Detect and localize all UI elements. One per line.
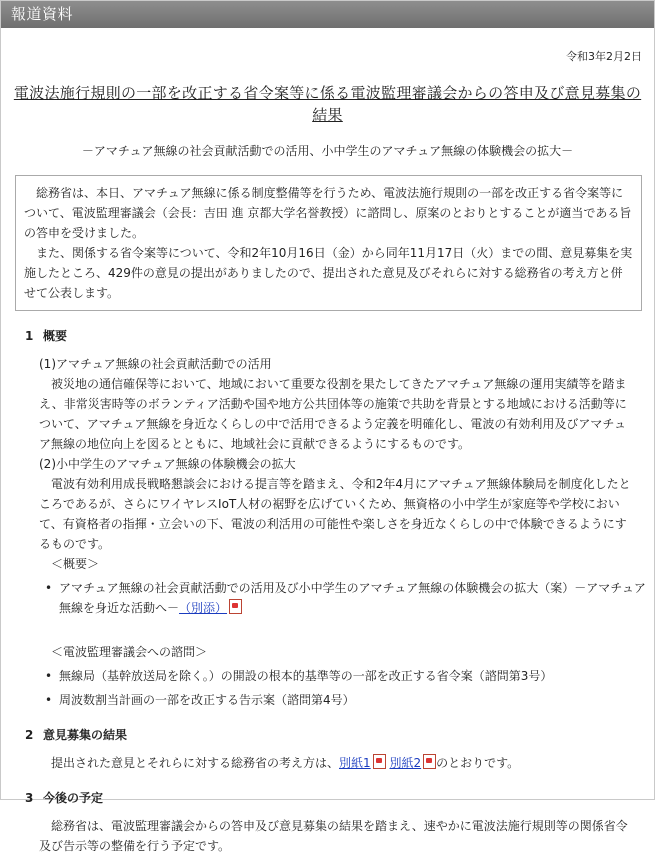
section-title: 概要 bbox=[43, 329, 68, 343]
inquiry-item-1: 無線局（基幹放送局を除く。）の開設の根本的基準等の一部を改正する省令案（諮問第3号） bbox=[59, 669, 553, 683]
section-2-body bbox=[39, 753, 634, 773]
section-number: 2 bbox=[25, 728, 34, 742]
outline-item-text: アマチュア無線の社会貢献活動での活用及び小中学生のアマチュア無線の体験機会の拡大（案）－アマチュア無線を身近な活動へ－ bbox=[59, 581, 646, 615]
summary-paragraph-1: 総務省は、本日、アマチュア無線に係る制度整備等を行うため、電波法施行規則の一部を改正する省令案等について、電波監理審議会（会長：吉田 進 京都大学名誉教授）に諮問し、原案のとおりとすることが適当である旨の答申を受けました。 bbox=[24, 186, 632, 240]
section-1-heading bbox=[25, 327, 654, 344]
section-3-heading bbox=[25, 789, 654, 806]
release-date: 令和3年2月2日 bbox=[566, 50, 642, 63]
list-item bbox=[45, 578, 654, 618]
list-item bbox=[45, 666, 654, 686]
section-title: 意見募集の結果 bbox=[43, 728, 128, 742]
results-paragraph bbox=[39, 753, 634, 773]
outline-list bbox=[45, 578, 654, 618]
attachment-2-link[interactable]: 別紙2 bbox=[389, 756, 422, 770]
section-title: 今後の予定 bbox=[43, 791, 104, 805]
inquiry-item-2: 周波数割当計画の一部を改正する告示案（諮問第4号） bbox=[59, 693, 355, 707]
section-2-heading bbox=[25, 726, 654, 743]
page-title: 電波法施行規則の一部を改正する省令案等に係る電波監理審議会からの答申及び意見募集の結果 bbox=[13, 84, 642, 124]
results-text-pre: 提出された意見とそれらに対する総務省の考え方は、 bbox=[51, 756, 340, 770]
section-1-body bbox=[39, 354, 634, 574]
pdf-icon[interactable] bbox=[229, 599, 242, 614]
list-item bbox=[45, 690, 654, 710]
inquiry-list bbox=[45, 666, 654, 710]
header-title: 報道資料 bbox=[11, 5, 74, 23]
section-number: 3 bbox=[25, 791, 34, 805]
outline-label: ＜概要＞ bbox=[51, 557, 100, 571]
attachment-1-link[interactable]: 別紙1 bbox=[339, 756, 371, 770]
subsection-1-body: 被災地の通信確保等において、地域において重要な役割を果たしてきたアマチュア無線の運用実績等を踏まえ、非常災害時等のボランティア活動や国や地方公共団体等の施策で共助を背景とする地域における活動等について、アマチュア無線を身近なくらしの中で活用できるよう定義を明確化し、電波の有効利用及びアマチュア無線の地位向上を図るとともに、地域社会に貢献できるようにするものです。 bbox=[39, 377, 627, 451]
pdf-icon[interactable] bbox=[373, 754, 386, 769]
section-3-body bbox=[39, 816, 634, 856]
page-subtitle: －アマチュア無線の社会貢献活動での活用、小中学生のアマチュア無線の体験機会の拡大－ bbox=[81, 144, 574, 158]
subsection-2-body: 電波有効利用成長戦略懇談会における提言等を踏まえ、令和2年4月にアマチュア無線体験局を制度化したところであるが、さらにワイヤレスIoT人材の裾野を広げていくため、無資格の小中学生が家庭等や学校において、有資格者の指揮・立会いの下、電波の利活用の可能性や楽しさを身近なくらしの中で体験できるようにするものです。 bbox=[39, 477, 631, 551]
schedule-paragraph: 総務省は、電波監理審議会からの答申及び意見募集の結果を踏まえ、速やかに電波法施行規則等の関係省令及び告示等の整備を行う予定です。 bbox=[39, 819, 628, 853]
inquiry-label: ＜電波監理審議会への諮問＞ bbox=[51, 645, 208, 659]
section-number: 1 bbox=[25, 329, 34, 343]
subsection-1-title: (1)アマチュア無線の社会貢献活動での活用 bbox=[39, 357, 272, 371]
results-text-post: のとおりです。 bbox=[436, 756, 520, 770]
summary-box bbox=[15, 175, 642, 311]
subsection-2-title: (2)小中学生のアマチュア無線の体験機会の拡大 bbox=[39, 457, 296, 471]
attachment-link[interactable]: （別添） bbox=[179, 601, 228, 615]
inquiry-block bbox=[39, 642, 634, 662]
summary-paragraph-2: また、関係する省令案等について、令和2年10月16日（金）から同年11月17日（火）までの間、意見募集を実施したところ、429件の意見の提出がありましたので、提出された意見及びそれらに対する総務省の考え方と併せて公表します。 bbox=[24, 246, 633, 300]
pdf-icon[interactable] bbox=[423, 754, 436, 769]
header-bar bbox=[1, 1, 654, 28]
